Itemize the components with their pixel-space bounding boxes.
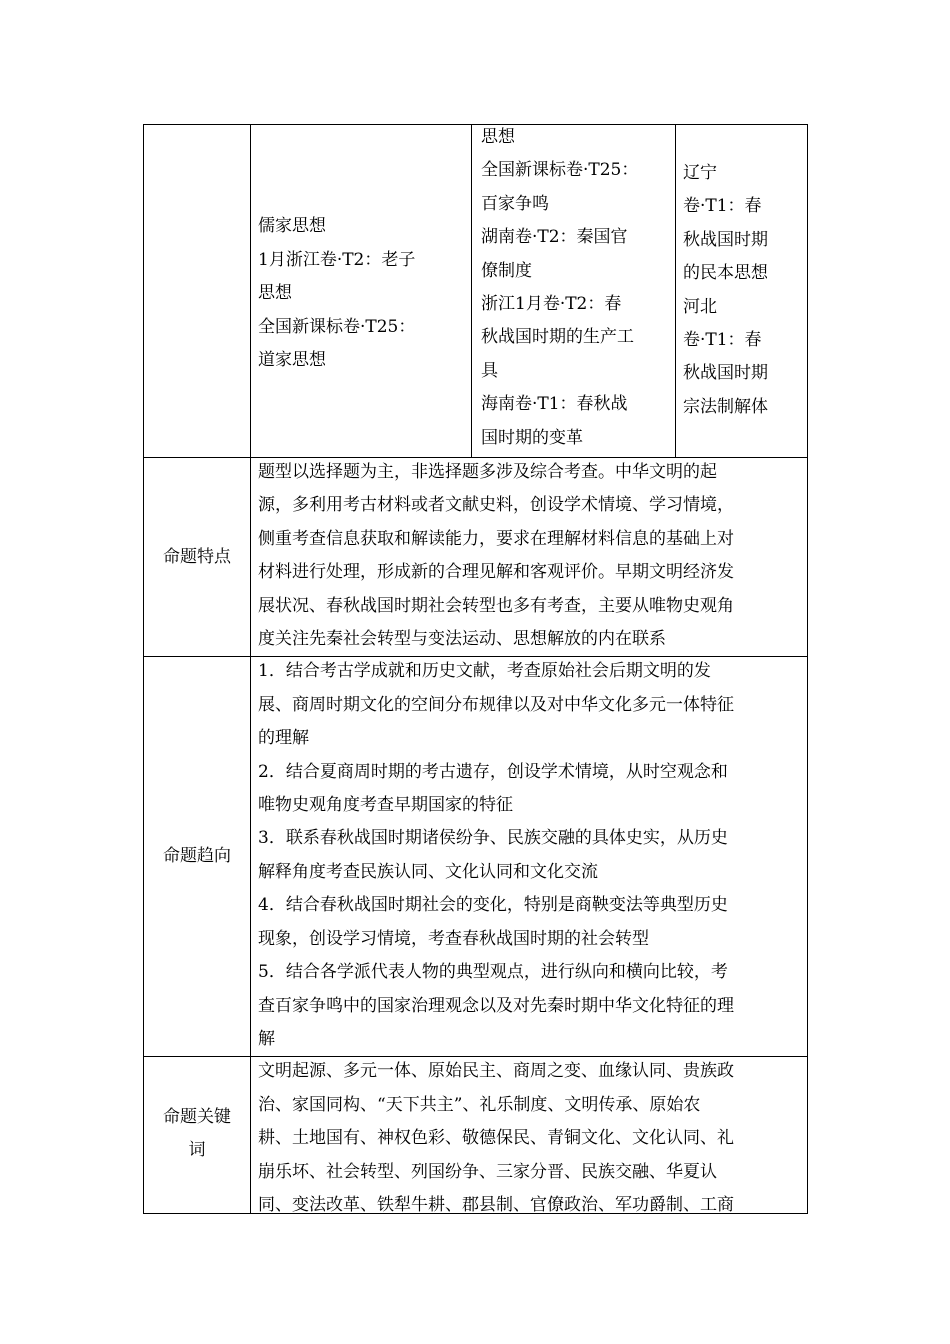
- text-line: 4．结合春秋战国时期社会的变化，特别是商鞅变法等典型历史: [258, 895, 728, 916]
- text-line: 展、商周时期文化的空间分布规律以及对中华文化多元一体特征: [258, 694, 734, 715]
- text-line: 1月浙江卷·T2：老子: [258, 249, 416, 270]
- text-line: 全国新课标卷·T25：: [258, 316, 416, 337]
- text-line: 源，多利用考古材料或者文献史料，创设学术情境、学习情境，: [258, 495, 734, 516]
- exam-analysis-table: [143, 124, 808, 1214]
- text-line: 百家争鸣: [481, 193, 549, 214]
- trends-content-cell: [251, 657, 808, 1057]
- text-line: 文明起源、多元一体、原始民主、商周之变、血缘认同、贵族政: [258, 1061, 734, 1082]
- text-line: 思想: [481, 127, 515, 147]
- text-line: 卷·T1：春: [683, 330, 762, 351]
- text-line: 2．结合夏商周时期的考古遗存，创设学术情境，从时空观念和: [258, 761, 728, 782]
- keywords-clip: [258, 1057, 800, 1212]
- table-row: [144, 1057, 808, 1214]
- text-line: 治、家国同构、“天下共主”、礼乐制度、文明传承、原始农: [258, 1094, 701, 1115]
- text-line: 解: [258, 1028, 275, 1049]
- text-line: 5．结合各学派代表人物的典型观点，进行纵向和横向比较，考: [258, 962, 728, 983]
- text-line: 题型以选择题为主，非选择题多涉及综合考查。中华文明的起: [258, 462, 717, 482]
- text-line: 宗法制解体: [683, 396, 768, 417]
- text-line: 辽宁: [683, 163, 717, 183]
- text-line: 展状况、春秋战国时期社会转型也多有考查，主要从唯物史观角: [258, 595, 734, 616]
- text-line: 湖南卷·T2：秦国官: [481, 227, 628, 248]
- text-line: 1．结合考古学成就和历史文献，考查原始社会后期文明的发: [258, 661, 711, 682]
- text-line: 卷·T1：春: [683, 196, 762, 217]
- text-line: 度关注先秦社会转型与变法运动、思想解放的内在联系: [258, 629, 666, 650]
- text-line: 崩乐坏、社会转型、列国纷争、三家分晋、民族交融、华夏认: [258, 1161, 717, 1182]
- text-line: 僚制度: [481, 260, 532, 281]
- text-line: 浙江1月卷·T2：春: [481, 294, 622, 315]
- text-line: 秋战国时期: [683, 229, 768, 250]
- text-line: 的民本思想: [683, 263, 768, 284]
- row1-col4-cell: [676, 125, 808, 458]
- text-line: 河北: [683, 296, 717, 317]
- row-label-trends: 命题趋向: [144, 657, 251, 1057]
- table-row: [144, 458, 808, 657]
- row1-col3-cell: [472, 125, 676, 458]
- text-line: 国时期的变革: [481, 427, 583, 448]
- text-line: 儒家思想: [258, 216, 326, 237]
- row-label-features: 命题特点: [144, 458, 251, 657]
- text-line: 解释角度考查民族认同、文化认同和文化交流: [258, 861, 598, 882]
- text-line: 具: [481, 360, 498, 381]
- text-line: 秋战国时期的生产工: [481, 327, 634, 348]
- text-line: 思想: [258, 283, 292, 304]
- row-label-keywords: [144, 1057, 251, 1214]
- text-line: 的理解: [258, 728, 309, 749]
- text-line: 秋战国时期: [683, 363, 768, 384]
- text-line: 海南卷·T1：春秋战: [481, 394, 628, 415]
- text-line: 现象，创设学习情境，考查春秋战国时期的社会转型: [258, 928, 649, 949]
- text-line: 侧重考查信息获取和解读能力，要求在理解材料信息的基础上对: [258, 528, 734, 549]
- table-row: [144, 125, 808, 458]
- text-line: 道家思想: [258, 350, 326, 371]
- keywords-content-cell: [251, 1057, 808, 1214]
- text-line: 3．联系春秋战国时期诸侯纷争、民族交融的具体史实，从历史: [258, 828, 728, 849]
- features-content-cell: [251, 458, 808, 657]
- text-line: 耕、土地国有、神权色彩、敬德保民、青铜文化、文化认同、礼: [258, 1128, 734, 1149]
- table-row: [144, 657, 808, 1057]
- text-line: 材料进行处理，形成新的合理见解和客观评价。早期文明经济发: [258, 562, 734, 583]
- text-line: 唯物史观角度考查早期国家的特征: [258, 795, 513, 816]
- text-line: 同、变法改革、铁犁牛耕、郡县制、官僚政治、军功爵制、工商: [258, 1194, 734, 1213]
- text-line: 查百家争鸣中的国家治理观念以及对先秦时期中华文化特征的理: [258, 995, 734, 1016]
- row1-col2-cell: [251, 125, 472, 458]
- text-line: 词: [188, 1140, 206, 1161]
- text-line: 命题关键: [163, 1106, 231, 1127]
- text-line: 全国新课标卷·T25：: [481, 160, 639, 181]
- row1-col1-cell: [144, 125, 251, 458]
